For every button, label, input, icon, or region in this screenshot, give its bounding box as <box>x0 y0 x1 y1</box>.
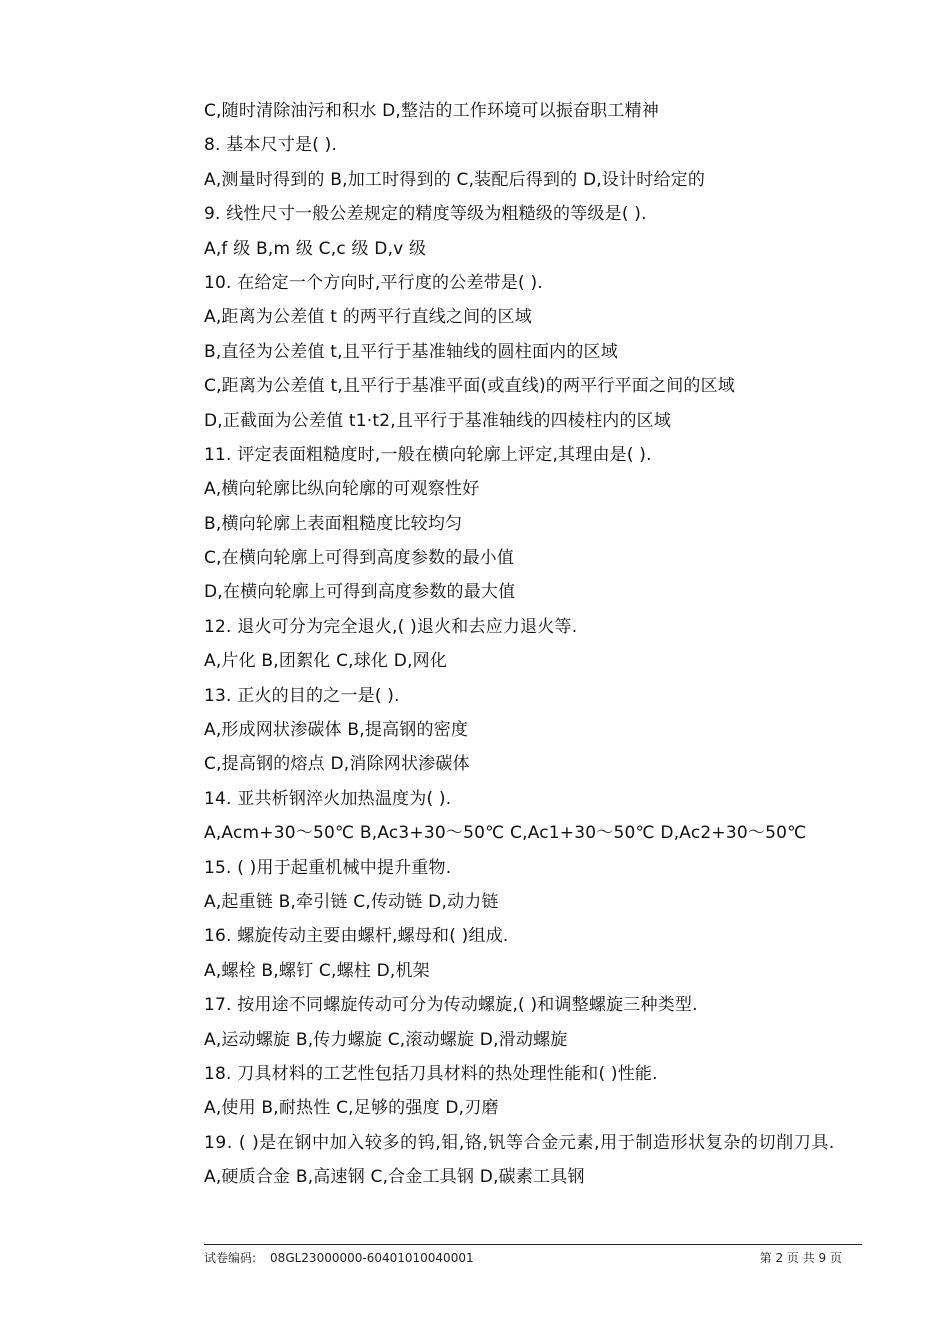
option-10-a: A,距离为公差值 t 的两平行直线之间的区域 <box>204 307 532 328</box>
paper-code-label: 试卷编码: <box>204 1251 257 1265</box>
question-9: 9. 线性尺寸一般公差规定的精度等级为粗糙级的等级是( ). <box>204 204 647 225</box>
options-15: A,起重链 B,牵引链 C,传动链 D,动力链 <box>204 891 499 912</box>
question-14: 14. 亚共析钢淬火加热温度为( ). <box>204 788 452 809</box>
question-10: 10. 在给定一个方向时,平行度的公差带是( ). <box>204 272 543 293</box>
option-11-c: C,在横向轮廓上可得到高度参数的最小值 <box>204 548 515 569</box>
options-13-ab: A,形成网状渗碳体 B,提高钢的密度 <box>204 720 469 741</box>
question-17: 17. 按用途不同螺旋传动可分为传动螺旋,( )和调整螺旋三种类型. <box>204 995 698 1016</box>
options-14: A,Acm+30～50℃ B,Ac3+30～50℃ C,Ac1+30～50℃ D,Ac2+30～50℃ <box>204 823 807 844</box>
options-8: A,测量时得到的 B,加工时得到的 C,装配后得到的 D,设计时给定的 <box>204 169 706 190</box>
options-9: A,f 级 B,m 级 C,c 级 D,v 级 <box>204 238 427 259</box>
question-8: 8. 基本尺寸是( ). <box>204 135 338 156</box>
options-12: A,片化 B,团絮化 C,球化 D,网化 <box>204 651 448 672</box>
option-10-b: B,直径为公差值 t,且平行于基准轴线的圆柱面内的区域 <box>204 341 618 362</box>
page-number: 第 2 页 共 9 页 <box>759 1251 842 1265</box>
question-16: 16. 螺旋传动主要由螺杆,螺母和( )组成. <box>204 926 509 947</box>
question-19: 19. ( )是在钢中加入较多的钨,钼,铬,钒等合金元素,用于制造形状复杂的切削刀具. <box>204 1132 835 1153</box>
footer-divider <box>204 1244 862 1245</box>
question-13: 13. 正火的目的之一是( ). <box>204 685 400 706</box>
options-16: A,螺栓 B,螺钉 C,螺柱 D,机架 <box>204 960 430 981</box>
options-13-cd: C,提高钢的熔点 D,消除网状渗碳体 <box>204 754 470 775</box>
question-12: 12. 退火可分为完全退火,( )退火和去应力退火等. <box>204 616 578 637</box>
options-18: A,使用 B,耐热性 C,足够的强度 D,刃磨 <box>204 1098 499 1119</box>
option-11-d: D,在横向轮廓上可得到高度参数的最大值 <box>204 582 516 603</box>
options-17: A,运动螺旋 B,传力螺旋 C,滚动螺旋 D,滑动螺旋 <box>204 1029 568 1050</box>
paper-code-value: 08GL23000000-60401010040001 <box>270 1251 474 1265</box>
text-line: C,随时清除油污和积水 D,整洁的工作环境可以振奋职工精神 <box>204 101 659 121</box>
options-19: A,硬质合金 B,高速钢 C,合金工具钢 D,碳素工具钢 <box>204 1167 585 1188</box>
option-11-a: A,横向轮廓比纵向轮廓的可观察性好 <box>204 479 480 500</box>
question-15: 15. ( )用于起重机械中提升重物. <box>204 857 452 878</box>
paper-code <box>204 1250 474 1266</box>
question-content <box>204 94 874 1195</box>
question-11: 11. 评定表面粗糙度时,一般在横向轮廓上评定,其理由是( ). <box>204 444 652 465</box>
option-11-b: B,横向轮廓上表面粗糙度比较均匀 <box>204 513 463 534</box>
question-18: 18. 刀具材料的工艺性包括刀具材料的热处理性能和( )性能. <box>204 1063 658 1084</box>
option-10-d: D,正截面为公差值 t1·t2,且平行于基准轴线的四棱柱内的区域 <box>204 410 672 431</box>
option-10-c: C,距离为公差值 t,且平行于基准平面(或直线)的两平行平面之间的区域 <box>204 376 736 397</box>
